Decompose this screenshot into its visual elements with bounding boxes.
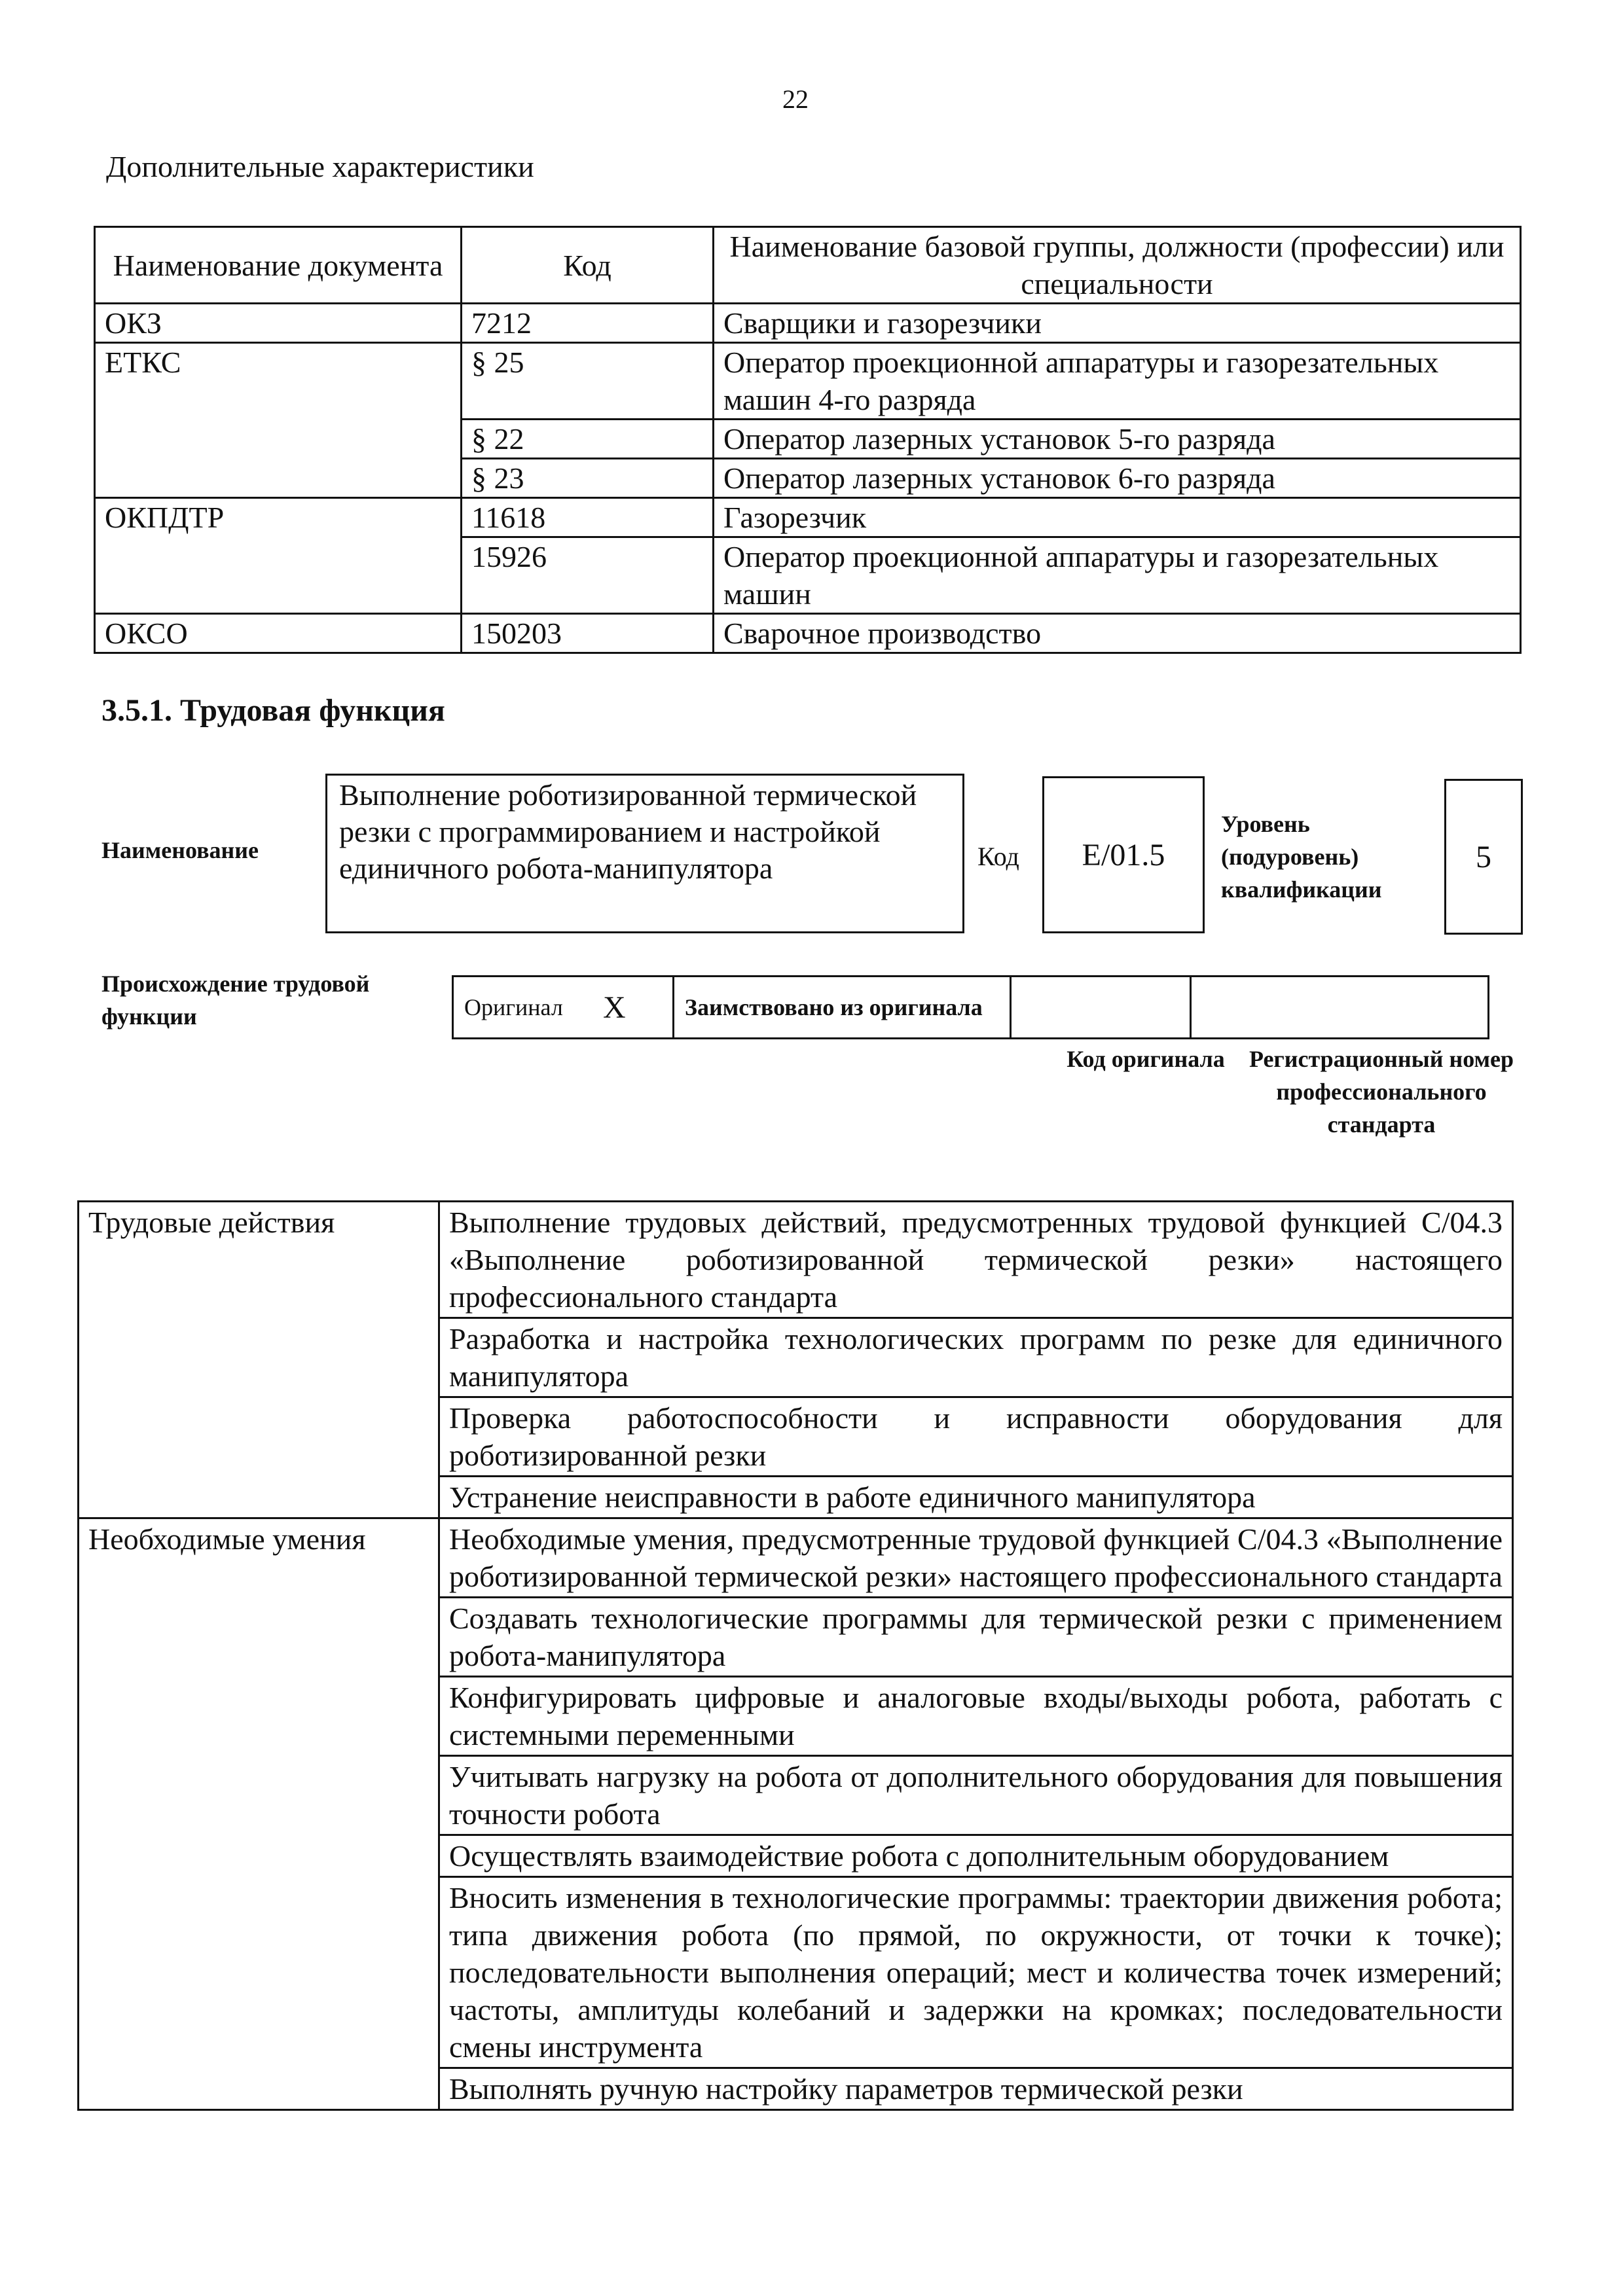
code-cell: § 25 [462, 343, 714, 420]
table-row [79, 1518, 1513, 1598]
code-cell: § 22 [462, 420, 714, 459]
skill-item: Учитывать нагрузку на робота от дополнительного оборудования для повышения точности робота [439, 1756, 1513, 1835]
skill-item: Конфигурировать цифровые и аналоговые входы/выходы робота, работать с системными переменными [439, 1677, 1513, 1756]
header-cell: Наименование документа [95, 227, 462, 304]
original-code-cell [1011, 977, 1191, 1039]
page-number: 22 [782, 84, 809, 114]
action-item: Проверка работоспособности и исправности оборудования для роботизированной резки [439, 1397, 1513, 1477]
registration-number-caption: Регистрационный номер профессионального стандарта [1249, 1046, 1514, 1138]
name-cell: Оператор проекционной аппаратуры и газорезательных машин [714, 537, 1521, 614]
skill-item: Выполнять ручную настройку параметров термической резки [439, 2068, 1513, 2110]
original-code-caption: Код оригинала [1067, 1046, 1225, 1072]
code-value-box: E/01.5 [1042, 776, 1205, 933]
name-cell: Газорезчик [714, 498, 1521, 537]
code-cell: 150203 [462, 614, 714, 653]
name-cell: Сварщики и газорезчики [714, 304, 1521, 343]
table-row [95, 343, 1521, 420]
function-details-table [77, 1200, 1514, 2111]
skill-item: Вносить изменения в технологические программы: траектории движения робота; типа движения робота (по прямой, по окружности, от точки к точке); последовательности выполнения операций; мест и количества точек измерений; частоты, амплитуды колебаний и задержки на кромках; последовательности смены инструмента [439, 1877, 1513, 2068]
action-item: Разработка и настройка технологических программ по резке для единичного манипулятора [439, 1318, 1513, 1397]
code-cell: 15926 [462, 537, 714, 614]
doc-cell: ОКСО [95, 614, 462, 653]
doc-cell: ОКПДТР [95, 498, 462, 614]
registration-number-cell [1191, 977, 1489, 1039]
table-row [95, 304, 1521, 343]
function-heading: 3.5.1. Трудовая функция [101, 693, 445, 728]
actions-label: Трудовые действия [79, 1202, 439, 1518]
skills-label: Необходимые умения [79, 1518, 439, 2110]
action-item: Устранение неисправности в работе единичного манипулятора [439, 1477, 1513, 1518]
origin-table [452, 975, 1489, 1039]
action-item: Выполнение трудовых действий, предусмотренных трудовой функцией С/04.3 «Выполнение роботизированной термической резки» настоящего профессионального стандарта [439, 1202, 1513, 1318]
origin-row [453, 977, 1489, 1039]
table-row [95, 614, 1521, 653]
skill-item: Создавать технологические программы для термической резки с применением робота-манипулятора [439, 1598, 1513, 1677]
original-mark: X [593, 977, 674, 1039]
name-cell: Сварочное производство [714, 614, 1521, 653]
table-row [95, 498, 1521, 537]
doc-cell: ОКЗ [95, 304, 462, 343]
borrowed-label: Заимствовано из оригинала [674, 977, 1011, 1039]
name-cell: Оператор лазерных установок 6-го разряда [714, 459, 1521, 498]
code-cell: 11618 [462, 498, 714, 537]
table-row [79, 1202, 1513, 1318]
additional-characteristics-table [94, 226, 1522, 654]
header-cell: Код [462, 227, 714, 304]
section-title: Дополнительные характеристики [106, 150, 534, 183]
name-label: Наименование [101, 837, 259, 863]
doc-cell: ЕТКС [95, 343, 462, 498]
header-cell: Наименование базовой группы, должности (профессии) или специальности [714, 227, 1521, 304]
origin-label: Происхождение трудовой функции [101, 971, 370, 1030]
level-value-box: 5 [1444, 779, 1523, 935]
name-cell: Оператор лазерных установок 5-го разряда [714, 420, 1521, 459]
function-name-box: Выполнение роботизированной термической резки с программированием и настройкой единичного робота-манипулятора [325, 774, 964, 933]
code-cell: § 23 [462, 459, 714, 498]
skill-item: Необходимые умения, предусмотренные трудовой функцией С/04.3 «Выполнение роботизированной термической резки» настоящего профессионального стандарта [439, 1518, 1513, 1598]
level-label: Уровень (подуровень) квалификации [1221, 811, 1382, 903]
table-header-row [95, 227, 1521, 304]
name-cell: Оператор проекционной аппаратуры и газорезательных машин 4-го разряда [714, 343, 1521, 420]
original-label: Оригинал [453, 977, 593, 1039]
code-label: Код [977, 842, 1019, 871]
skill-item: Осуществлять взаимодействие робота с дополнительным оборудованием [439, 1835, 1513, 1877]
code-cell: 7212 [462, 304, 714, 343]
